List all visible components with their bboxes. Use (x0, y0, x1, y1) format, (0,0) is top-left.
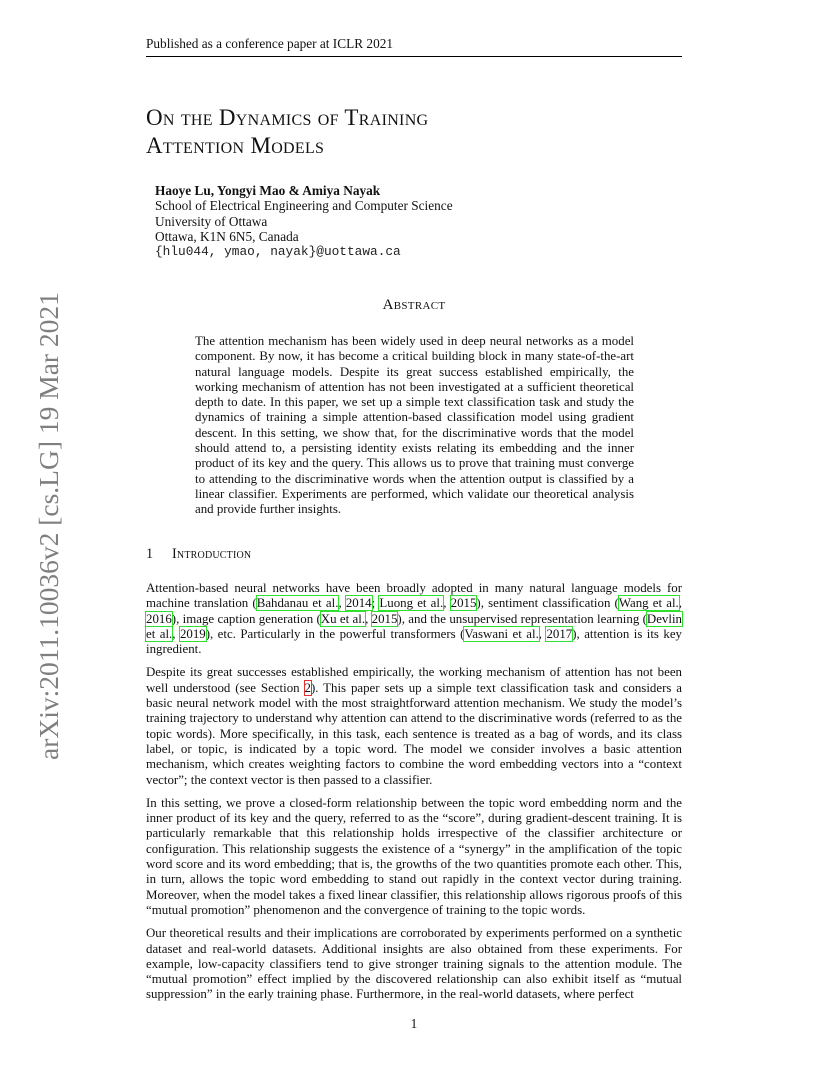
citation-link[interactable]: 2019 (179, 626, 206, 641)
citation-link[interactable]: Vaswani et al. (464, 626, 539, 641)
title-line-2: Attention Models (146, 133, 325, 158)
abstract-text: The attention mechanism has been widely used in deep neural networks as a model component. By now, it has become a critical building block in many state-of-the-art natural language models. Despite its great success established empirically, the working mechanism of attention has not been investigated at a sufficient theoretical depth to date. In this paper, we set up a simple text classification task and study the dynamics of training a simple attention-based classification model using gradient descent. In this setting, we show that, for the discriminative words that the model should attend to, a persisting identity exists relating its embedding and the inner product of its key and the query. This allows us to prove that training must converge to attending to the discriminative words when the attention output is classified by a linear classifier. Experiments are performed, which validate our theoretical analysis and provide further insights. (195, 334, 634, 517)
affiliation-line: University of Ottawa (155, 213, 268, 229)
running-header: Published as a conference paper at ICLR 2021 (146, 36, 682, 57)
paragraph: Despite its great successes established empirically, the working mechanism of attention has not been well understood (see Section 2). This paper sets up a simple text classification task and considers a basic neural network model with the most straightforward attention mechanism. We study the model’s training trajectory to understand why attention can attend to the discriminative words (referred to as the topic words). More specifically, in this task, each sentence is treated as a bag of words, and its class label, or topic, is indicated by a topic word. The model we consider involves a basic attention mechanism, which creates weighting factors to combine the word embedding vectors into a “context vector”; the context vector is then passed to a classifier. (146, 665, 682, 787)
introduction-body (146, 581, 682, 1011)
affiliation-line: School of Electrical Engineering and Computer Science (155, 198, 453, 214)
section-title: Introduction (172, 546, 252, 562)
citation-link[interactable]: 2017 (546, 626, 573, 641)
abstract-heading: Abstract (382, 297, 446, 313)
section-heading (146, 545, 682, 563)
page-number: 1 (410, 1016, 418, 1031)
paragraph: Attention-based neural networks have been broadly adopted in many natural language models for machine translation (Bahdanau et al., 2014; Luong et al., 2015), sentiment classification (Wang et al., 2016), image caption generation (Xu et al., 2015), and the unsupervised representation learning (Devlin et al., 2019), etc. Particularly in the powerful transformers (Vaswani et al., 2017), attention is its key ingredient. (146, 581, 683, 657)
affiliation-line: Ottawa, K1N 6N5, Canada (155, 228, 299, 244)
citation-link[interactable]: 2015 (450, 596, 477, 611)
citation-link[interactable]: 2014 (345, 596, 372, 611)
author-emails: {hlu044, ymao, nayak}@uottawa.ca (155, 244, 401, 260)
paper-title (146, 104, 682, 160)
arxiv-stamp: arXiv:2011.10036v2 [cs.LG] 19 Mar 2021 (33, 292, 64, 760)
citation-link[interactable]: 2015 (371, 611, 398, 626)
citation-link[interactable]: Devlin et al. (146, 611, 682, 641)
author-names: Haoye Lu, Yongyi Mao & Amiya Nayak (155, 183, 381, 198)
citation-link[interactable]: 2016 (146, 611, 172, 626)
citation-link[interactable]: Bahdanau et al. (256, 596, 339, 611)
citation-link[interactable]: Luong et al. (379, 596, 444, 611)
paragraph: In this setting, we prove a closed-form relationship between the topic word embedding norm and the inner product of its key and the query, referred to as the “score”, during gradient-descent training. It is particularly remarkable that this relationship holds irrespective of the classifier architecture or configuration. This relationship suggests the existence of a “synergy” in the amplification of the topic word score and its word embedding; that is, the growths of the two quantities promote each other. This, in turn, allows the topic word embedding to stand out rapidly in the context vector during training. Moreover, when the model takes a fixed linear classifier, this relationship allows rigorous proofs of this “mutual promotion” phenomenon and the convergence of training to the topic words. (146, 795, 682, 917)
section-number: 1 (146, 546, 154, 562)
citation-link[interactable]: Xu et al. (320, 611, 366, 626)
section-ref-link[interactable]: 2 (304, 680, 311, 695)
citation-link[interactable]: Wang et al. (618, 596, 679, 611)
author-block (155, 183, 655, 259)
paragraph: Our theoretical results and their implications are corroborated by experiments performed on a synthetic dataset and real-world datasets. Additional insights are also obtained from these experiments. For example, low-capacity classifiers tend to give stronger training signals to the attention module. The “mutual promotion” effect implied by the discovered relationship can also exhibit itself as “mutual suppression” in the early training phase. Furthermore, in the real-world datasets, where perfect (146, 926, 682, 1002)
title-line-1: On the Dynamics of Training (146, 105, 429, 130)
